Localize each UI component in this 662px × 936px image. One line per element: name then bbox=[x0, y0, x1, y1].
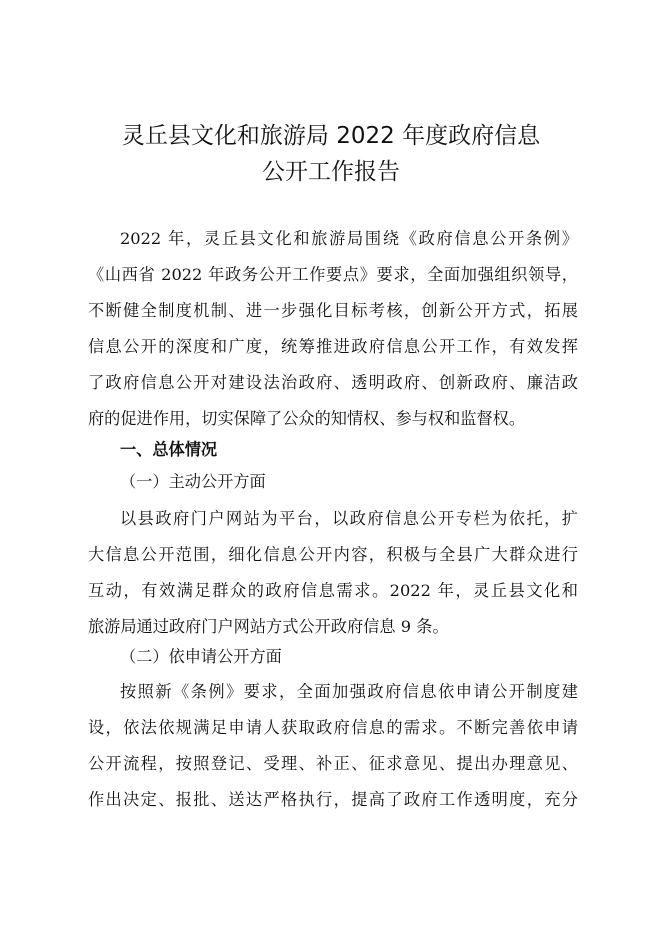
proactive-paragraph-line: 大信息公开范围，细化信息公开内容，积极与全县广大群众进行 bbox=[88, 545, 578, 564]
report-title-line-2: 公开工作报告 bbox=[262, 159, 400, 185]
on-request-paragraph-line: 公开流程，按照登记、受理、补正、征求意见、提出办理意见、 bbox=[88, 754, 578, 773]
intro-paragraph-line: 《山西省 2022 年政务公开工作要点》要求，全面加强组织领导， bbox=[88, 265, 578, 284]
intro-paragraph-line: 2022 年，灵丘县文化和旅游局围绕《政府信息公开条例》 bbox=[120, 229, 578, 248]
intro-paragraph-line: 了政府信息公开对建设法治政府、透明政府、创新政府、廉洁政 bbox=[88, 373, 578, 392]
subsection-heading-on-request: （二）依申请公开方面 bbox=[120, 647, 282, 666]
proactive-paragraph-line: 互动，有效满足群众的政府信息需求。2022 年，灵丘县文化和 bbox=[88, 581, 578, 600]
intro-paragraph-line: 不断健全制度机制、进一步强化目标考核，创新公开方式，拓展 bbox=[88, 301, 578, 320]
subsection-heading-proactive: （一）主动公开方面 bbox=[120, 472, 266, 491]
proactive-paragraph-line: 旅游局通过政府门户网站方式公开政府信息 9 条。 bbox=[88, 617, 449, 636]
report-title-line-1: 灵丘县文化和旅游局 2022 年度政府信息 bbox=[121, 123, 541, 149]
on-request-paragraph-line: 作出决定、报批、送达严格执行，提高了政府工作透明度，充分 bbox=[88, 790, 578, 809]
on-request-paragraph-line: 按照新《条例》要求，全面加强政府信息依申请公开制度建 bbox=[120, 682, 578, 701]
intro-paragraph-line: 府的促进作用，切实保障了公众的知情权、参与权和监督权。 bbox=[88, 409, 526, 428]
section-heading-overview: 一、总体情况 bbox=[120, 440, 218, 459]
intro-paragraph-line: 信息公开的深度和广度，统筹推进政府信息公开工作，有效发挥 bbox=[88, 337, 578, 356]
proactive-paragraph-line: 以县政府门户网站为平台，以政府信息公开专栏为依托，扩 bbox=[120, 509, 578, 528]
on-request-paragraph-line: 设，依法依规满足申请人获取政府信息的需求。不断完善依申请 bbox=[88, 718, 578, 737]
